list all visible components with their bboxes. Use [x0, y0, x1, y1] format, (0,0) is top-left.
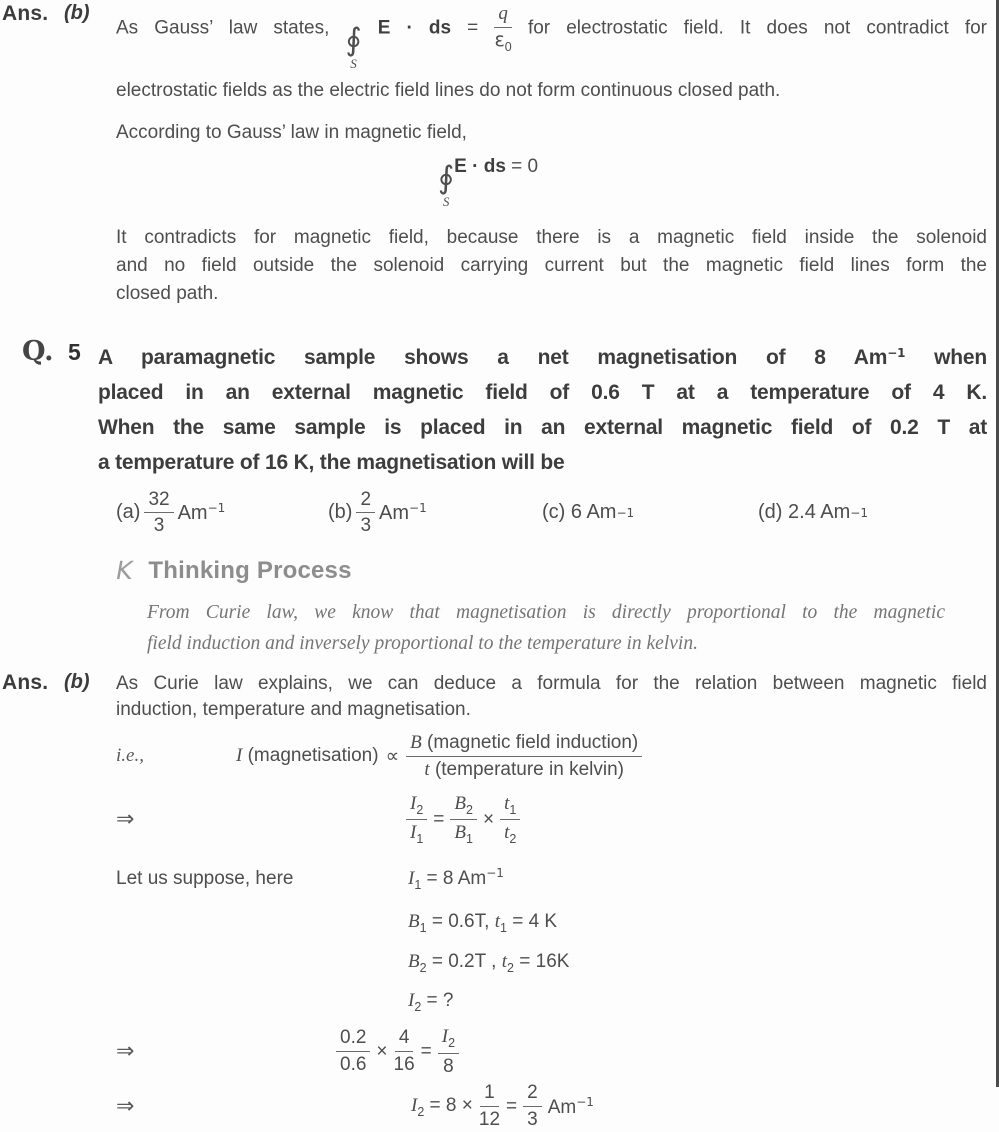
option-label: (b): [328, 501, 353, 524]
integral-surface-sub: S: [350, 55, 357, 71]
option-unit: $Am^{-1}$: [177, 500, 226, 524]
question-number: 5: [68, 338, 81, 365]
question-text-line: placed in an external magnetic field of 0.6 T at a temperature of 4 K.: [98, 380, 987, 404]
question-text-line: When the same sample is placed in an external magnetic field of 0.2 T at: [98, 415, 987, 439]
proportional-icon: ∝: [385, 745, 400, 768]
one-twelfth-fraction: $\frac{1}{12}$: [478, 1082, 501, 1131]
option-label: (a): [116, 501, 141, 524]
equals-sign: =: [433, 808, 445, 830]
option-a: [116, 488, 328, 539]
answer-text-line-2: electrostatic fields as the electric field lines do not form continuous closed path.: [116, 79, 781, 101]
paragraph-line: and no field outside the solenoid carrying current but the magnetic field lines form the: [116, 254, 987, 276]
thinking-process-title: Thinking Process: [148, 556, 352, 584]
option-fraction: 32 3: [144, 488, 173, 539]
paragraph-line: closed path.: [116, 282, 219, 304]
thinking-text-line: From Curie law, we know that magnetisation is directly proportional to the magnetic: [147, 602, 945, 624]
gauss-contradiction-paragraph: [116, 224, 987, 308]
given-i1: $I_1 = 8$ $Am^{-1}$: [408, 865, 504, 892]
suppose-label: Let us suppose, here: [116, 867, 294, 889]
gauss-line1-rest: for electrostatic field. It does not contradict for: [527, 17, 987, 39]
question-q-icon: Q.: [22, 335, 54, 367]
given-b2-t2: $B_2 = 0.2T$ , $t_2 = 16K$: [408, 950, 570, 975]
integrand-e-ds: E · ds: [454, 155, 506, 177]
option-unit: $Am^{-1}$: [379, 500, 427, 524]
fraction-denominator: $\varepsilon_0$: [494, 28, 512, 54]
equals-sign: =: [420, 1040, 432, 1062]
curie-proportionality-formula: i.e., I (magnetisation) ∝ B (magnetic field induction) t (temperature in kelvin): [116, 731, 987, 782]
i2-over-8-fraction: $\frac{I_2}{8}$: [438, 1025, 459, 1078]
two-thirds-fraction: $\frac{2}{3}$: [523, 1081, 542, 1132]
option-value: 2.4 Am: [788, 501, 851, 524]
option-c: (c) 6 Am −1: [542, 501, 635, 524]
answer-block-curie: [2, 671, 987, 1132]
times-sign: ×: [376, 1040, 388, 1062]
answer-body: [116, 2, 987, 308]
paragraph-line: It contradicts for magnetic field, because there is a magnetic field inside the solenoid: [116, 226, 987, 248]
thinking-text-line: field induction and inversely proportional to the temperature in kelvin.: [147, 633, 698, 655]
answer-option-letter: (b): [64, 671, 90, 694]
options-row: [116, 488, 987, 539]
answer-text-line: induction, temperature and magnetisation.: [116, 699, 471, 721]
equals-sign: =: [467, 17, 479, 39]
key-icon: K: [113, 556, 135, 586]
implies-arrow-icon: ⇒: [116, 807, 135, 833]
option-d: (d) 2.4 Am −1: [758, 501, 868, 524]
given-b1-t1: $B_1 = 0.6T$, $t_1 = 4$ K: [408, 910, 558, 935]
equation-rhs: = 0: [511, 155, 539, 177]
question-block: [2, 336, 987, 480]
closed-integral-icon: ∮ S: [345, 21, 362, 71]
given-values-intro: [116, 860, 987, 898]
result-equation: [116, 1081, 987, 1132]
answer-label: Ans.: [2, 2, 49, 25]
option-value: 6 Am: [570, 501, 617, 524]
option-b: [328, 488, 542, 539]
question-text-line: A paramagnetic sample shows a net magnetisation of 8 $Am^{-1}$ when: [98, 345, 987, 369]
gauss-intro-text: As Gauss’ law states,: [116, 17, 330, 39]
answer-text-line-3: According to Gauss’ law in magnetic field,: [116, 121, 467, 143]
answer-text-line: As Curie law explains, we can deduce a formula for the relation between magnetic field: [116, 673, 987, 695]
ratio-equation: [116, 792, 987, 848]
answer-text-line-1: [116, 2, 987, 70]
result-lhs: $I_2 = 8$ ×: [411, 1094, 473, 1119]
closed-integral-icon: ∮ S: [438, 159, 455, 209]
fraction-numerator: q: [494, 2, 512, 28]
thinking-process-text: [147, 597, 945, 659]
answer-block-gauss: [2, 2, 987, 308]
answer-body: [116, 671, 987, 1132]
option-fraction: 2 3: [356, 488, 375, 539]
gauss-magnetic-equation: [438, 152, 987, 208]
question-text-line: a temperature of 16 K, the magnetisation will be: [98, 450, 565, 474]
b-ratio-fraction: $\frac{B_2}{B_1}$: [450, 792, 477, 848]
b-values-fraction: $\frac{0.2}{0.6}$: [336, 1026, 370, 1077]
implies-arrow-icon: ⇒: [116, 1039, 135, 1065]
result-unit: $Am^{-1}$: [547, 1094, 594, 1118]
implies-arrow-icon: ⇒: [116, 1094, 135, 1120]
equals-sign: =: [506, 1095, 518, 1117]
answer-label: Ans.: [2, 671, 49, 695]
curie-intro-text: [116, 671, 987, 723]
integral-surface-sub: S: [442, 193, 450, 209]
t-ratio-fraction: $\frac{t_1}{t_2}$: [500, 792, 520, 848]
ie-label: i.e.,: [116, 745, 144, 767]
magnetisation-variable: I: [236, 745, 243, 767]
option-label: (c): [542, 501, 566, 524]
b-over-t-fraction: B (magnetic field induction) t (temperature in kelvin): [406, 731, 642, 782]
option-label: (d): [758, 501, 783, 524]
t-values-fraction: $\frac{4}{16}$: [393, 1027, 415, 1076]
q-over-epsilon-fraction: [494, 2, 512, 55]
i-ratio-fraction: $\frac{I_2}{I_1}$: [406, 792, 427, 848]
given-i2-unknown: $I_2$ = ?: [408, 989, 454, 1014]
integrand-e-ds: E · ds: [377, 17, 452, 39]
superscript: −1: [887, 345, 906, 360]
thinking-process-block: [113, 556, 987, 586]
answer-option-letter: (b): [64, 2, 90, 24]
substitution-equation: [116, 1025, 987, 1078]
times-sign: ×: [482, 808, 495, 830]
question-text: [98, 336, 987, 480]
